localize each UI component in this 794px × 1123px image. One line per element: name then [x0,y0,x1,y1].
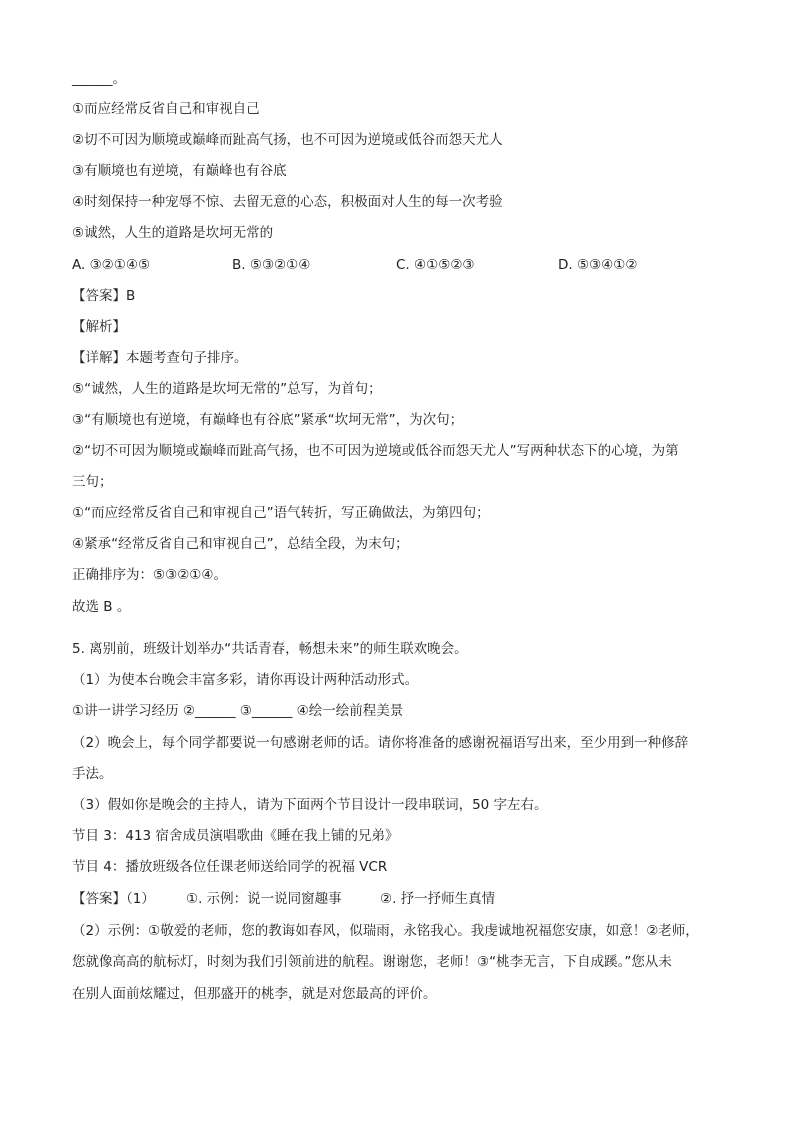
option-c: C. ④①⑤②③ [396,257,475,273]
detail-2: ⑤“诚然，人生的道路是坎坷无常的”总写，为首句； [72,381,382,397]
q5-part2-cont: 手法。 [72,766,113,782]
option-d: D. ⑤③④①② [558,257,638,273]
detail-4: ②“切不可因为顺境或巅峰而趾高气扬，也不可因为逆境或低谷而怨天尤人”写两种状态下的心境，为第 [72,443,679,459]
answer-2-line2: 您就像高高的航标灯，时刻为我们引领前进的航程。谢谢您，老师！③“桃李无言，下自成蹊。”您从未 [72,954,672,970]
detail-3: ③“有顺境也有逆境，有巅峰也有谷底”紧承“坎坷无常”，为次句； [72,412,464,428]
q5-part1: （1）为使本台晚会丰富多彩，请你再设计两种活动形式。 [72,672,419,688]
answer-2-line1: （2）示例：①敬爱的老师，您的教诲如春风，似瑞雨，永铭我心。我虔诚地祝福您安康，如意！②老师， [72,923,699,939]
top-fragment: ______。 [72,71,126,87]
item-5: ⑤诚然，人生的道路是坎坷无常的 [72,225,274,241]
item-1: ①而应经常反省自己和审视自己 [72,101,260,117]
program-4: 节目 4：播放班级各位任课老师送给同学的祝福 VCR [72,859,388,875]
item-4: ④时刻保持一种宠辱不惊、去留无意的心态，积极面对人生的每一次考验 [72,194,503,210]
answer-2-part2: ②. 抒一抒师生真情 [380,891,496,907]
answer-2-part1: ①. 示例：说一说同窗趣事 [186,891,342,907]
answer-2-label: 【答案】（1） [72,891,155,907]
q5-title: 5. 离别前，班级计划举办“共话青春，畅想未来”的师生联欢晚会。 [72,641,468,657]
q5-part2: （2）晚会上，每个同学都要说一句感谢老师的话。请你将准备的感谢祝福语写出来，至少用到一种修辞 [72,735,689,751]
analysis-label: 【解析】 [72,319,126,335]
detail-1: 【详解】本题考查句子排序。 [72,350,248,366]
item-2: ②切不可因为顺境或巅峰而趾高气扬，也不可因为逆境或低谷而怨天尤人 [72,132,503,148]
detail-8: 正确排序为：⑤③②①④。 [72,567,228,583]
option-b: B. ⑤③②①④ [232,257,311,273]
q5-part1-items: ①讲一讲学习经历 ②______ ③______ ④绘一绘前程美景 [72,703,404,719]
option-a: A. ③②①④⑤ [72,257,151,273]
item-3: ③有顺境也有逆境，有巅峰也有谷底 [72,163,287,179]
q5-part3: （3）假如你是晚会的主持人，请为下面两个节目设计一段串联词，50 字左右。 [72,797,548,813]
answer-1: 【答案】B [72,288,136,304]
answer-2-line3: 在别人面前炫耀过，但那盛开的桃李，就是对您最高的评价。 [72,986,437,1002]
detail-7: ④紧承“经常反省自己和审视自己”，总结全段，为末句； [72,536,409,552]
detail-6: ①“而应经常反省自己和审视自己”语气转折，写正确做法，为第四句； [72,505,490,521]
detail-9: 故选 B 。 [72,599,131,615]
detail-5: 三句； [72,474,113,490]
program-3: 节目 3：413 宿舍成员演唱歌曲《睡在我上铺的兄弟》 [72,828,399,844]
